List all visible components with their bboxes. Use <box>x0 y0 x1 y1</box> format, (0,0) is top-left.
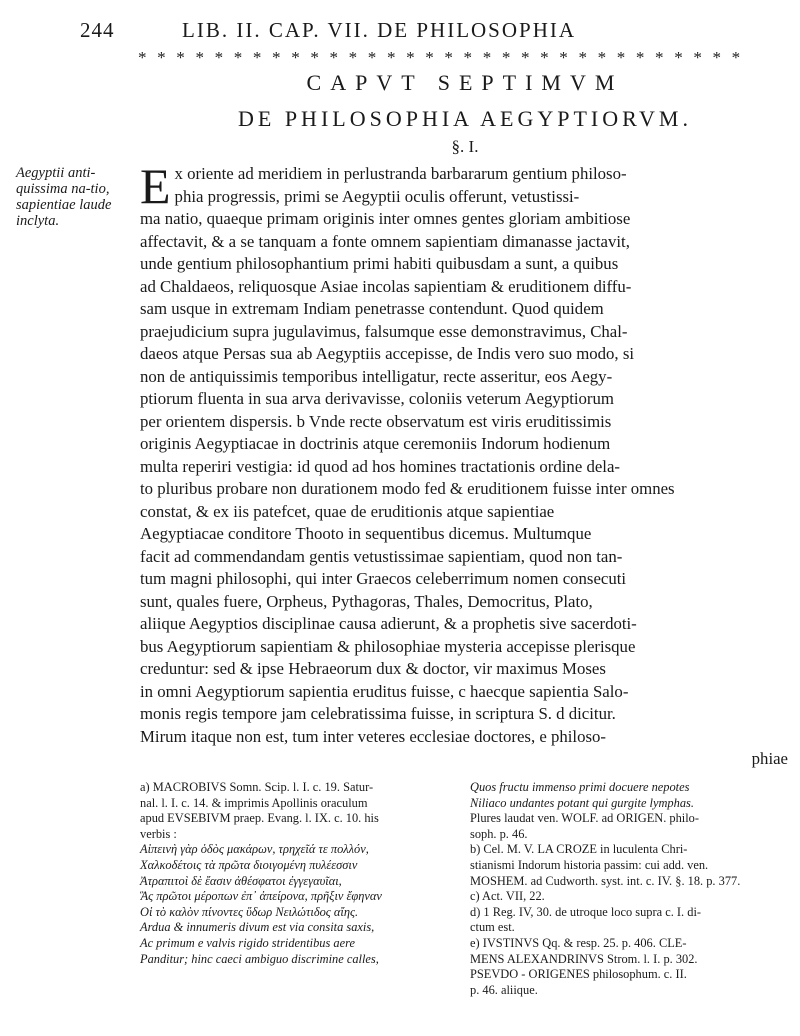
body-line: bus Aegyptiorum sapientiam & philosophiae mysteria accepisse plerisque <box>140 636 636 656</box>
footnote-line: PSEVDO - ORIGENES philosophum. c. II. <box>470 967 687 982</box>
latin-verse-line: Ardua & innumeris divum est via consita saxis, <box>140 920 375 935</box>
latin-verse-line: Panditur; hinc caeci ambiguo discrimine calles, <box>140 951 379 966</box>
footnote-line: ctum est. <box>470 920 515 935</box>
footnote-line: nal. l. I. c. 14. & imprimis Apollinis oraculum <box>140 795 368 810</box>
body-line: x oriente ad meridiem in perlustranda barbararum gentium philoso- <box>174 164 627 183</box>
body-line: non de antiquissimis temporibus intelligatur, recte asseritur, eos Aegy- <box>140 366 613 386</box>
body-line: in omni Aegyptiorum sapientia eruditus fuisse, c haecque sapientia Salo- <box>140 681 629 701</box>
latin-verse-line: Niliaco undantes potant qui gurgite lymphas. <box>470 795 694 810</box>
footnotes-left <box>140 780 458 967</box>
greek-verse-line: Ἀτραπιτοὶ δὲ ἔασιν ἀθέσφατοι ἐγγεγαυῖαι, <box>140 873 342 888</box>
body-line: multa reperiri vestigia: id quod ad hos homines tractationis ordine dela- <box>140 456 621 476</box>
footnote-line: apud EVSEBIVM praep. Evang. l. IX. c. 10. his <box>140 811 379 826</box>
body-line: affectavit, & a se tanquam a fonte omnem sapientiam dimanasse jactavit, <box>140 231 630 251</box>
footnote-line: Plures laudat ven. WOLF. ad ORIGEN. philo- <box>470 811 700 826</box>
body-line: originis Aegyptiacae in doctrinis atque ceremoniis Indorum hodienum <box>140 434 611 453</box>
footnote-line: soph. p. 46. <box>470 826 528 841</box>
body-line: unde gentium philosophantium primi habiti quibusdam a sunt, a quibus <box>140 254 619 273</box>
footnote-line: b) Cel. M. V. LA CROZE in luculenta Chri- <box>470 842 688 857</box>
chapter-title: CAPVT SEPTIMVM <box>306 70 624 95</box>
greek-verse-line: Οἱ τὸ καλὸν πίνοντες ὕδωρ Νειλώτιδος αἴης. <box>140 904 359 919</box>
footnote-line: MOSHEM. ad Cudworth. syst. int. c. IV. §. 18. p. 377. <box>470 873 741 888</box>
catchword: phiae <box>751 749 788 768</box>
body-line: ma natio, quaeque primam originis inter omnes gentes gloriam ambitiose <box>140 209 631 228</box>
body-line: constat, & ex iis patefcet, quae de eruditionis atque sapientiae <box>140 501 555 521</box>
body-line: praejudicium supra jugulavimus, falsumque esse demonstravimus, Chal- <box>140 321 628 341</box>
drop-cap: E <box>140 158 171 214</box>
body-line: aliique Aegyptios disciplinae causa adierunt, & a prophetis sive sacerdoti- <box>140 614 637 633</box>
latin-verse-line: Quos fructu immenso primi docuere nepotes <box>470 780 690 794</box>
footnote-line: MENS ALEXANDRINVS Strom. l. I. p. 302. <box>470 951 698 966</box>
body-line: facit ad commendandam gentis vetustissimae sapientiam, quod non tan- <box>140 546 623 566</box>
body-line: phia progressis, primi se Aegyptii oculis offerunt, vetustissi- <box>174 186 580 206</box>
body-line: sam usque in extremam Indiam penetrasse contendunt. Quod quidem <box>140 299 604 318</box>
body-line: Aegyptiacae conditore Thooto in sequentibus dicemus. Multumque <box>140 524 592 543</box>
body-line: per orientem dispersis. b Vnde recte observatum est viris eruditissimis <box>140 411 612 431</box>
body-line: to pluribus probare non durationem modo fed & eruditionem fuisse inter omnes <box>140 479 675 498</box>
footnote-line: c) Act. VII, 22. <box>470 889 545 904</box>
star-ornament-row: * * * * * * * * * * * * * * * * * * * * * * * * * * * * * * * * <box>138 48 744 67</box>
footnote-line: d) 1 Reg. IV, 30. de utroque loco supra c. I. di- <box>470 904 702 919</box>
greek-verse-line: Αἰπεινὴ γὰρ ὁδὸς μακάρων, τρηχεῖά τε πολλόν, <box>140 842 369 857</box>
greek-verse-line: Ἃς πρῶτοι μέροπων ἐπ᾽ ἀπείρονα, πρῆξιν ἔφηναν <box>140 889 382 904</box>
body-line: ptiorum fluenta in sua arva derivavisse, coloniis veterum Aegyptiorum <box>140 389 614 408</box>
footnote-line: verbis : <box>140 826 177 841</box>
page-number: 244 <box>80 18 115 42</box>
greek-verse-line: Χαλκοδέτοις τὰ πρῶτα διοιγομένη πυλέεσσιν <box>140 857 358 872</box>
footnote-line: p. 46. aliique. <box>470 982 538 997</box>
body-line: ad Chaldaeos, reliquosque Asiae incolas sapientiam & eruditionem diffu- <box>140 276 632 296</box>
body-line: tum magni philosophi, qui inter Graecos celeberrimum nomen consecuti <box>140 569 627 588</box>
body-line: creduntur: sed & ipse Hebraeorum dux & doctor, vir maximus Moses <box>140 659 606 678</box>
running-title: LIB. II. CAP. VII. DE PHILOSOPHIA <box>182 18 577 42</box>
footnote-line: stianismi Indorum historia passim: cui add. ven. <box>470 857 709 872</box>
footnote-line: a) MACROBIVS Somn. Scip. l. I. c. 19. Satur- <box>140 780 374 794</box>
body-line: Mirum itaque non est, tum inter veteres ecclesiae doctores, e philoso- <box>140 726 606 746</box>
footnote-line: e) IVSTINVS Qq. & resp. 25. p. 406. CLE- <box>470 935 687 950</box>
margin-note: Aegyptii anti-quissima na-tio, sapientiae laude inclyta. <box>16 165 112 229</box>
body-line: daeos atque Persas sua ab Aegyptiis accepisse, de Indis vero suo modo, si <box>140 344 635 363</box>
section-mark: §. I. <box>451 137 479 156</box>
latin-verse-line: Ac primum e valvis rigido stridentibus aere <box>140 935 355 950</box>
body-text <box>140 158 788 771</box>
body-line: monis regis tempore jam celebratissima fuisse, in scriptura S. d dicitur. <box>140 704 616 723</box>
chapter-subtitle: DE PHILOSOPHIA AEGYPTIORVM. <box>238 106 692 131</box>
body-line: sunt, quales fuere, Orpheus, Pythagoras, Thales, Democritus, Plato, <box>140 591 593 611</box>
footnotes-right <box>470 780 788 998</box>
